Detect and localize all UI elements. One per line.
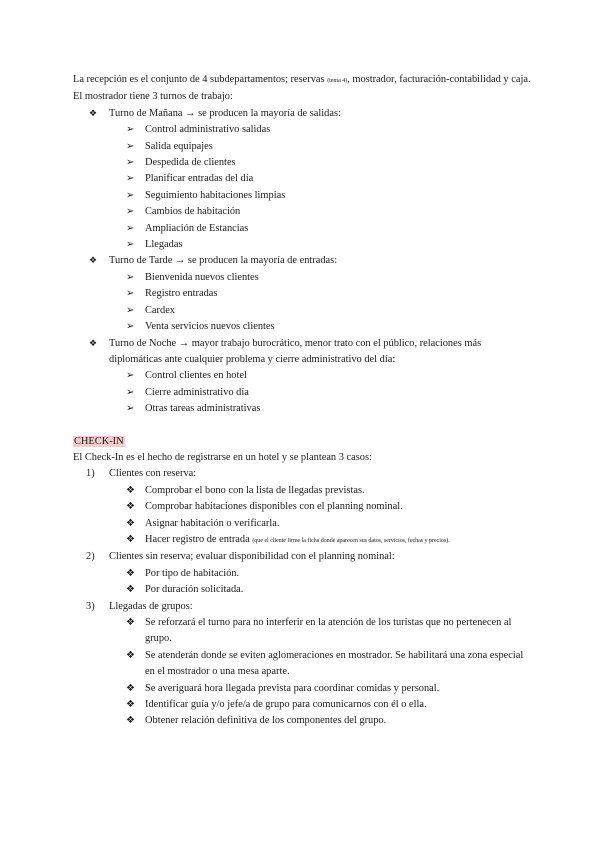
list-item-text: Se reforzará el turno para no interferir en la atención de los turistas que no pertenecen al grupo. bbox=[145, 617, 512, 645]
turno-label: Turno de Tarde → se producen la mayoría de entradas: bbox=[109, 255, 338, 267]
arrow-bullet-icon: ➢ bbox=[126, 321, 135, 333]
list-item bbox=[73, 204, 533, 220]
list-item bbox=[73, 155, 533, 171]
arrow-bullet-icon: ➢ bbox=[126, 386, 135, 398]
section-heading bbox=[73, 434, 533, 450]
arrow-bullet-icon: ➢ bbox=[126, 124, 135, 136]
list-item bbox=[73, 139, 533, 155]
list-item-text: Planificar entradas del día bbox=[145, 173, 254, 185]
list-item-text: Control clientes en hotel bbox=[145, 370, 247, 382]
list-item bbox=[73, 122, 533, 138]
case-3 bbox=[73, 599, 533, 615]
list-item-text: Bienvenida nuevos clientes bbox=[145, 271, 259, 283]
diamond-bullet-icon: ❖ bbox=[126, 533, 135, 545]
case-number: 1) bbox=[86, 468, 95, 480]
checkin-intro: El Check-In es el hecho de registrarse en un hotel y se plantean 3 casos: bbox=[73, 451, 372, 463]
list-item bbox=[73, 681, 533, 697]
list-item-text: Por duración solicitada. bbox=[145, 584, 244, 596]
list-item bbox=[73, 221, 533, 237]
arrow-bullet-icon: ➢ bbox=[126, 157, 135, 169]
case-label: Clientes con reserva: bbox=[109, 468, 197, 480]
arrow-bullet-icon: ➢ bbox=[126, 304, 135, 316]
intro-text-b: , mostrador, facturación-contabilidad y caja. El mostrador tiene 3 turnos de trabajo: bbox=[73, 74, 531, 103]
diamond-bullet-icon: ❖ bbox=[126, 584, 135, 596]
list-item bbox=[73, 286, 533, 302]
diamond-bullet-icon: ❖ bbox=[126, 517, 135, 529]
list-item-text: Comprobar habitaciones disponibles con el planning nominal. bbox=[145, 501, 403, 513]
diamond-bullet-icon: ❖ bbox=[89, 108, 98, 119]
case-label: Llegadas de grupos: bbox=[109, 600, 193, 612]
case-number: 3) bbox=[86, 600, 95, 612]
list-item-text: Venta servicios nuevos clientes bbox=[145, 321, 275, 333]
diamond-bullet-icon: ❖ bbox=[126, 617, 135, 628]
arrow-bullet-icon: ➢ bbox=[126, 189, 135, 201]
list-item bbox=[73, 697, 533, 713]
list-item-text: Control administrativo salidas bbox=[145, 124, 271, 136]
list-item-note: (que el cliente firme la ficha donde aparecen sus datos, servicios, fechas y precios). bbox=[252, 536, 450, 544]
list-item-text: Registro entradas bbox=[145, 288, 218, 300]
intro-paragraph bbox=[73, 72, 533, 106]
list-item bbox=[73, 385, 533, 401]
case-label: Clientes sin reserva; evaluar disponibilidad con el planning nominal: bbox=[109, 551, 395, 563]
list-item-text: Cardex bbox=[145, 304, 176, 316]
list-item-text: Identificar guía y/o jefe/a de grupo para comunicarnos con él o ella. bbox=[145, 699, 427, 711]
list-item bbox=[73, 171, 533, 187]
list-item-text: Hacer registro de entrada bbox=[145, 533, 253, 545]
list-item-text: Comprobar el bono con la lista de llegadas previstas. bbox=[145, 484, 365, 496]
list-item bbox=[73, 237, 533, 253]
list-item bbox=[73, 319, 533, 335]
diamond-bullet-icon: ❖ bbox=[89, 338, 98, 349]
list-item bbox=[73, 368, 533, 384]
diamond-bullet-icon: ❖ bbox=[126, 649, 135, 661]
diamond-bullet-icon: ❖ bbox=[126, 484, 135, 496]
diamond-bullet-icon: ❖ bbox=[126, 682, 135, 694]
list-item-text: Otras tareas administrativas bbox=[145, 403, 261, 415]
list-item-text: Ampliación de Estancias bbox=[145, 222, 249, 234]
arrow-bullet-icon: ➢ bbox=[126, 239, 135, 251]
arrow-bullet-icon: ➢ bbox=[126, 288, 135, 300]
list-item-text: Se atenderán donde se eviten aglomeraciones en mostrador. Se habilitará una zona especial en el mostrador o una mesa aparte. bbox=[145, 649, 524, 678]
diamond-bullet-icon: ❖ bbox=[126, 501, 135, 513]
arrow-bullet-icon: ➢ bbox=[126, 222, 135, 234]
diamond-bullet-icon: ❖ bbox=[89, 256, 98, 267]
diamond-bullet-icon: ❖ bbox=[126, 715, 135, 727]
list-item-text: Obtener relación definitiva de los componentes del grupo. bbox=[145, 715, 387, 727]
diamond-bullet-icon: ❖ bbox=[126, 699, 135, 711]
list-item bbox=[73, 566, 533, 582]
list-item-text: Salida equipajes bbox=[145, 140, 213, 152]
list-item bbox=[73, 483, 533, 499]
list-item-text: Se averiguará hora llegada prevista para coordinar comidas y personal. bbox=[145, 682, 440, 694]
list-item-text: Despedida de clientes bbox=[145, 157, 236, 169]
list-item-text: Por tipo de habitación. bbox=[145, 567, 240, 579]
document-content bbox=[73, 72, 533, 730]
turno-noche bbox=[73, 336, 533, 369]
list-item bbox=[73, 499, 533, 515]
case-2 bbox=[73, 549, 533, 565]
intro-text-a: La recepción es el conjunto de 4 subdepartamentos; reservas bbox=[73, 74, 328, 85]
arrow-bullet-icon: ➢ bbox=[126, 370, 135, 382]
list-item-text: Cambios de habitación bbox=[145, 206, 241, 218]
list-item-text: Llegadas bbox=[145, 239, 183, 251]
arrow-bullet-icon: ➢ bbox=[126, 271, 135, 283]
list-item bbox=[73, 615, 533, 648]
list-item bbox=[73, 270, 533, 286]
arrow-bullet-icon: ➢ bbox=[126, 140, 135, 152]
list-item bbox=[73, 303, 533, 319]
checkin-heading: CHECK-IN bbox=[74, 435, 124, 447]
list-item-text: Asignar habitación o verificarla. bbox=[145, 517, 280, 529]
list-item bbox=[73, 582, 533, 598]
diamond-bullet-icon: ❖ bbox=[126, 567, 135, 579]
turno-manana bbox=[73, 106, 533, 122]
list-item bbox=[73, 401, 533, 417]
case-number: 2) bbox=[86, 551, 95, 563]
list-item bbox=[73, 648, 533, 681]
list-item bbox=[73, 532, 533, 549]
arrow-bullet-icon: ➢ bbox=[126, 173, 135, 185]
intro-note: (tema 4) bbox=[327, 77, 348, 84]
list-item-text: Seguimiento habitaciones limpias bbox=[145, 189, 286, 201]
turno-label: Turno de Mañana → se producen la mayoría de salidas: bbox=[109, 107, 341, 119]
turno-tarde bbox=[73, 253, 533, 269]
turno-label: Turno de Noche → mayor trabajo burocrático, menor trato con el público, relaciones más diplomáticas ante cualquier problema y cierre administrativo del día: bbox=[109, 337, 482, 365]
arrow-bullet-icon: ➢ bbox=[126, 206, 135, 218]
arrow-bullet-icon: ➢ bbox=[126, 403, 135, 415]
list-item-text: Cierre administrativo día bbox=[145, 386, 249, 398]
list-item bbox=[73, 713, 533, 729]
case-1 bbox=[73, 466, 533, 482]
list-item bbox=[73, 188, 533, 204]
list-item bbox=[73, 516, 533, 532]
